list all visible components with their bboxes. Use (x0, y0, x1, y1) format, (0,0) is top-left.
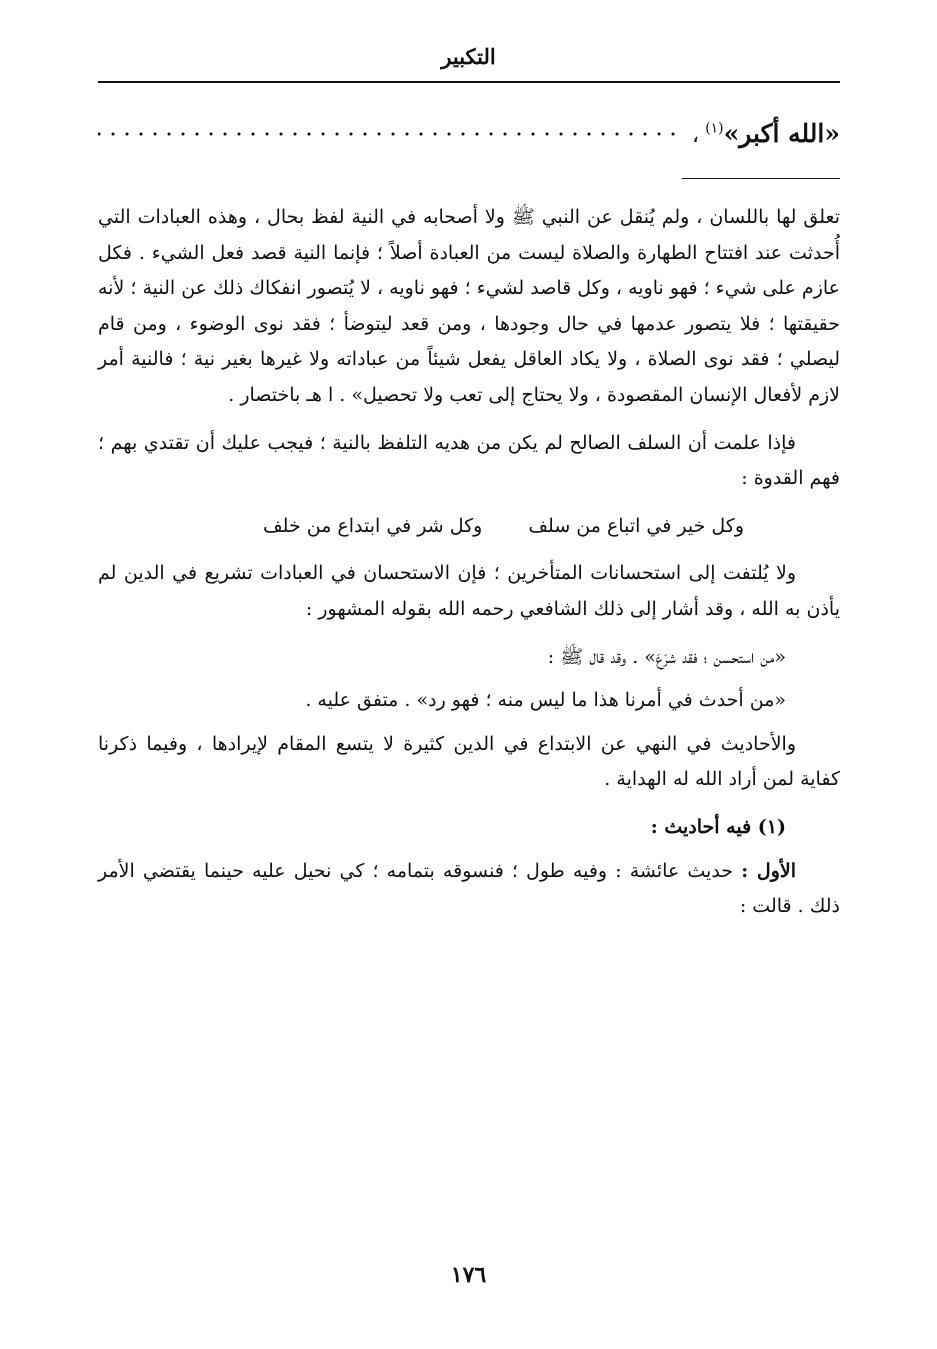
paragraph-4: والأحاديث في النهي عن الابتداع في الدين كثيرة لا يتسع المقام لإيرادها ، وفيما ذكرنا كفاية لمن أراد الله له الهداية . (98, 732, 840, 791)
paragraph-5 (98, 854, 840, 925)
takbir-heading-line (98, 104, 840, 148)
page-body (98, 200, 840, 937)
footnote-ref: (١) (705, 120, 724, 137)
page-number: ١٧٦ (450, 1262, 487, 1288)
paragraph-3: ولا يُلتفت إلى استحسانات المتأخرين ؛ فإن الاستحسان في العبادات تشريع في الدين لم يأذن به الله ، وقد أشار إلى ذلك الشافعي رحمه الله بقوله المشهور : (98, 562, 840, 620)
header-rule (98, 81, 840, 83)
paragraph-2: فإذا علمت أن السلف الصالح لم يكن من هديه التلفظ بالنية ؛ فيجب عليك أن تقتدي بهم ؛ فهم القدوة : (98, 431, 840, 490)
takbir-text (705, 119, 840, 148)
footnote-heading: (١) فيه أحاديث : (650, 815, 786, 838)
footnote-separator (682, 178, 840, 179)
dotted-leader (98, 130, 680, 138)
verse-second-hemistich: وكل شر في ابتداع من خلف (262, 514, 483, 537)
poetry-verse (98, 509, 840, 545)
quote-hadith: «من أحدث في أمرنا هذا ما ليس منه ؛ فهو رد» . متفق عليه . (305, 689, 786, 712)
paragraph-1: تعلق لها باللسان ، ولم يُنقل عن النبي ﷺ ولا أصحابه في النية لفظ بحال ، وهذه العبادات التي أُحدثت عند افتتاح الطهارة والصلاة ليست من العبادة أصلاً ؛ فإنما النية قصد فعل الشيء . فكل عازم على شيء ؛ فهو ناويه ، وكل قاصد لشيء ؛ فهو ناويه ، لا يُتصور انفكاك ذلك عن النية ؛ لأنه حقيقتها ؛ فلا يتصور عدمها في حال وجودها ، ومن قعد ليتوضأ ؛ فقد نوى الوضوء ، ومن قام ليصلي ؛ فقد نوى الصلاة ، ولا يكاد العاقل يفعل شيئاً من عباداته ولا غيرها بغير نية ؛ فالنية أمر لازم لأفعال الإنسان المقصودة ، ولا يحتاج إلى تعب ولا تحصيل» . ا هـ باختصار . (98, 206, 840, 406)
paragraph-5-label: الأول : (741, 859, 796, 882)
trailing-comma: ، (692, 123, 700, 148)
quote-shafii: «من استحسن ؛ فقد شرَعَ» . وقد قال ﷺ : (547, 645, 786, 668)
verse-first-hemistich: وكل خير في اتباع من سلف (528, 514, 744, 537)
paragraph-5-text: حديث عائشة : وفيه طول ؛ فنسوقه بتمامه ؛ كي نحيل عليه حينما يقتضي الأمر ذلك . قالت : (98, 859, 840, 918)
takbir-phrase: «الله أكبر» (723, 119, 840, 148)
page-header-title: التكبير (441, 44, 496, 69)
